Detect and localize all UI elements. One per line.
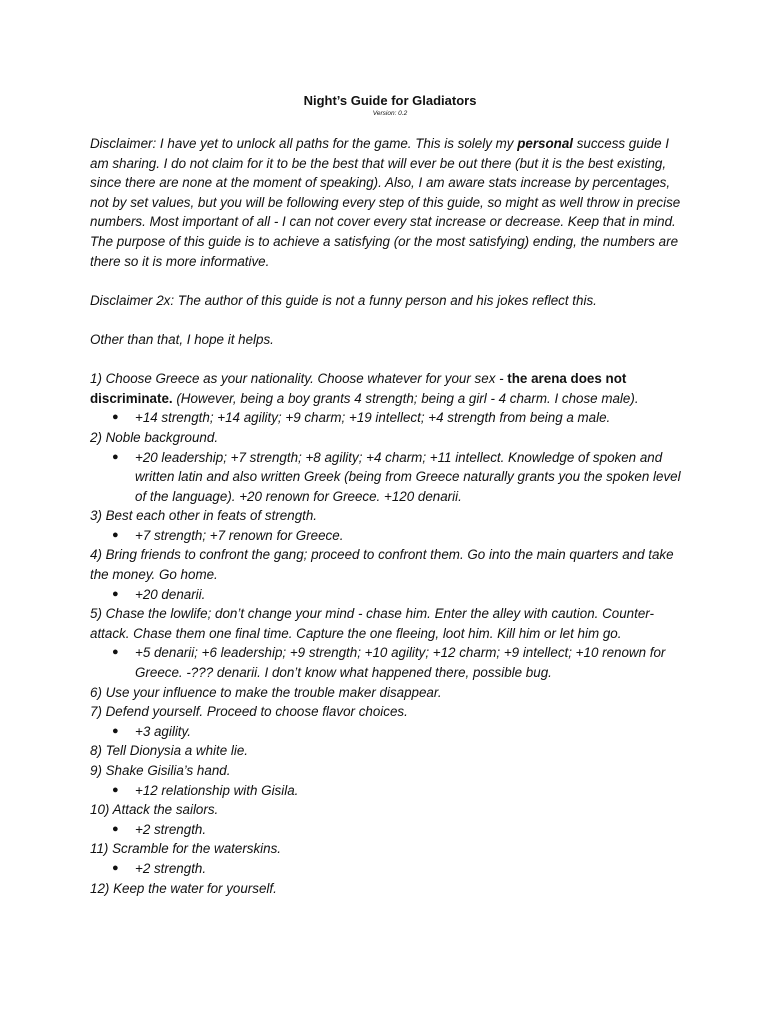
step-9: 9) Shake Gisilia’s hand. bbox=[90, 763, 231, 778]
bullet-icon: ● bbox=[112, 783, 119, 796]
step-3-bullet-text: +7 strength; +7 renown for Greece. bbox=[135, 527, 344, 543]
step-3-bullets bbox=[90, 526, 690, 546]
step-1-bullets bbox=[90, 408, 690, 428]
step-10-bullets bbox=[90, 820, 690, 840]
step-8: 8) Tell Dionysia a white lie. bbox=[90, 743, 249, 759]
document-page bbox=[90, 92, 690, 898]
disclaimer2-paragraph: Disclaimer 2x: The author of this guide is not a funny person and his jokes reflect this. bbox=[90, 292, 597, 308]
disclaimer-text-2: success guide I am sharing. I do not claim for it to be the best that will ever be out there (but it is the best existing, since there are none at the moment of speaking). Also, I am aware stats increase by percentages, not by set values, but you will be following every step of this guide, so might as well throw in precise numbers. Most important of all - I can not cover every stat increase or decrease. Keep that in mind. The purpose of this guide is to achieve a satisfying (or the most satisfying) ending, the numbers are there so it is more informative. bbox=[90, 136, 681, 269]
step-10-bullet-text: +2 strength. bbox=[135, 821, 207, 837]
step-1-text-1: 1) Choose Greece as your nationality. Choose whatever for your sex - bbox=[90, 371, 508, 387]
step-2: 2) Noble background. bbox=[90, 429, 219, 445]
step-5-bullet bbox=[90, 643, 690, 682]
step-12: 12) Keep the water for yourself. bbox=[90, 880, 277, 896]
step-2-bullet-text: +20 leadership; +7 strength; +8 agility; +4 charm; +11 intellect. Knowledge of spoken and written latin and also written Greek (being from Greece naturally grants you the spoken level of the language). +20 renown for Greece. +120 denarii. bbox=[135, 449, 681, 504]
bullet-icon: ● bbox=[112, 528, 119, 541]
bullet-icon: ● bbox=[112, 646, 119, 659]
step-2-bullets bbox=[90, 448, 690, 507]
step-10-bullet bbox=[90, 820, 690, 840]
step-5: 5) Chase the lowlife; don’t change your mind - chase him. Enter the alley with caution. Counter-attack. Chase them one final time. Capture the one fleeing, loot him. Kill him or let him go. bbox=[90, 606, 654, 641]
step-7-bullet-text: +3 agility. bbox=[135, 723, 191, 739]
step-7-bullet bbox=[90, 722, 690, 742]
step-5-bullet-text: +5 denarii; +6 leadership; +9 strength; +10 agility; +12 charm; +9 intellect; +10 renown for Greece. -??? denarii. I don’t know what happened there, possible bug. bbox=[135, 645, 666, 681]
step-2-bullet bbox=[90, 448, 690, 507]
bullet-icon: ● bbox=[112, 822, 119, 835]
bullet-icon: ● bbox=[112, 411, 119, 424]
disclaimer-paragraph bbox=[90, 134, 690, 271]
step-1-text-2: (However, being a boy grants 4 strength; being a girl - 4 charm. I chose male). bbox=[172, 390, 639, 406]
version-label: Version: 0.2 bbox=[372, 110, 408, 117]
step-9-bullet bbox=[90, 781, 690, 801]
document-title: Night’s Guide for Gladiators bbox=[303, 93, 477, 108]
step-9-bullet-text: +12 relationship with Gisila. bbox=[135, 782, 299, 798]
step-5-bullets bbox=[90, 643, 690, 682]
bullet-icon: ● bbox=[112, 724, 119, 737]
step-11-bullet bbox=[90, 859, 690, 879]
step-6: 6) Use your influence to make the trouble maker disappear. bbox=[90, 684, 442, 700]
bullet-icon: ● bbox=[112, 450, 119, 463]
bullet-icon: ● bbox=[112, 861, 119, 874]
disclaimer-bold: personal bbox=[517, 136, 573, 151]
step-4-bullet-text: +20 denarii. bbox=[135, 586, 206, 602]
step-3-bullet bbox=[90, 526, 690, 546]
step-11-bullets bbox=[90, 859, 690, 879]
step-1-bullet bbox=[90, 408, 690, 428]
step-4: 4) Bring friends to confront the gang; proceed to confront them. Go into the main quarters and take the money. Go home. bbox=[90, 547, 674, 583]
step-1 bbox=[90, 369, 690, 408]
step-7-bullets bbox=[90, 722, 690, 742]
step-3: 3) Best each other in feats of strength. bbox=[90, 508, 318, 524]
step-1-bullet-text: +14 strength; +14 agility; +9 charm; +19 intellect; +4 strength from being a male. bbox=[135, 410, 611, 426]
step-4-bullets bbox=[90, 585, 690, 605]
step-10: 10) Attack the sailors. bbox=[90, 802, 219, 818]
bullet-icon: ● bbox=[112, 587, 119, 600]
step-11: 11) Scramble for the waterskins. bbox=[90, 841, 282, 857]
steps-list bbox=[90, 369, 690, 898]
step-4-bullet bbox=[90, 585, 690, 605]
step-9-bullets bbox=[90, 781, 690, 801]
disclaimer-text-1: Disclaimer: I have yet to unlock all paths for the game. This is solely my bbox=[90, 136, 518, 151]
step-7: 7) Defend yourself. Proceed to choose flavor choices. bbox=[90, 704, 408, 720]
step-11-bullet-text: +2 strength. bbox=[135, 860, 207, 876]
step-1-bold: the arena does not discriminate. bbox=[90, 371, 627, 406]
other-paragraph: Other than that, I hope it helps. bbox=[90, 331, 274, 347]
